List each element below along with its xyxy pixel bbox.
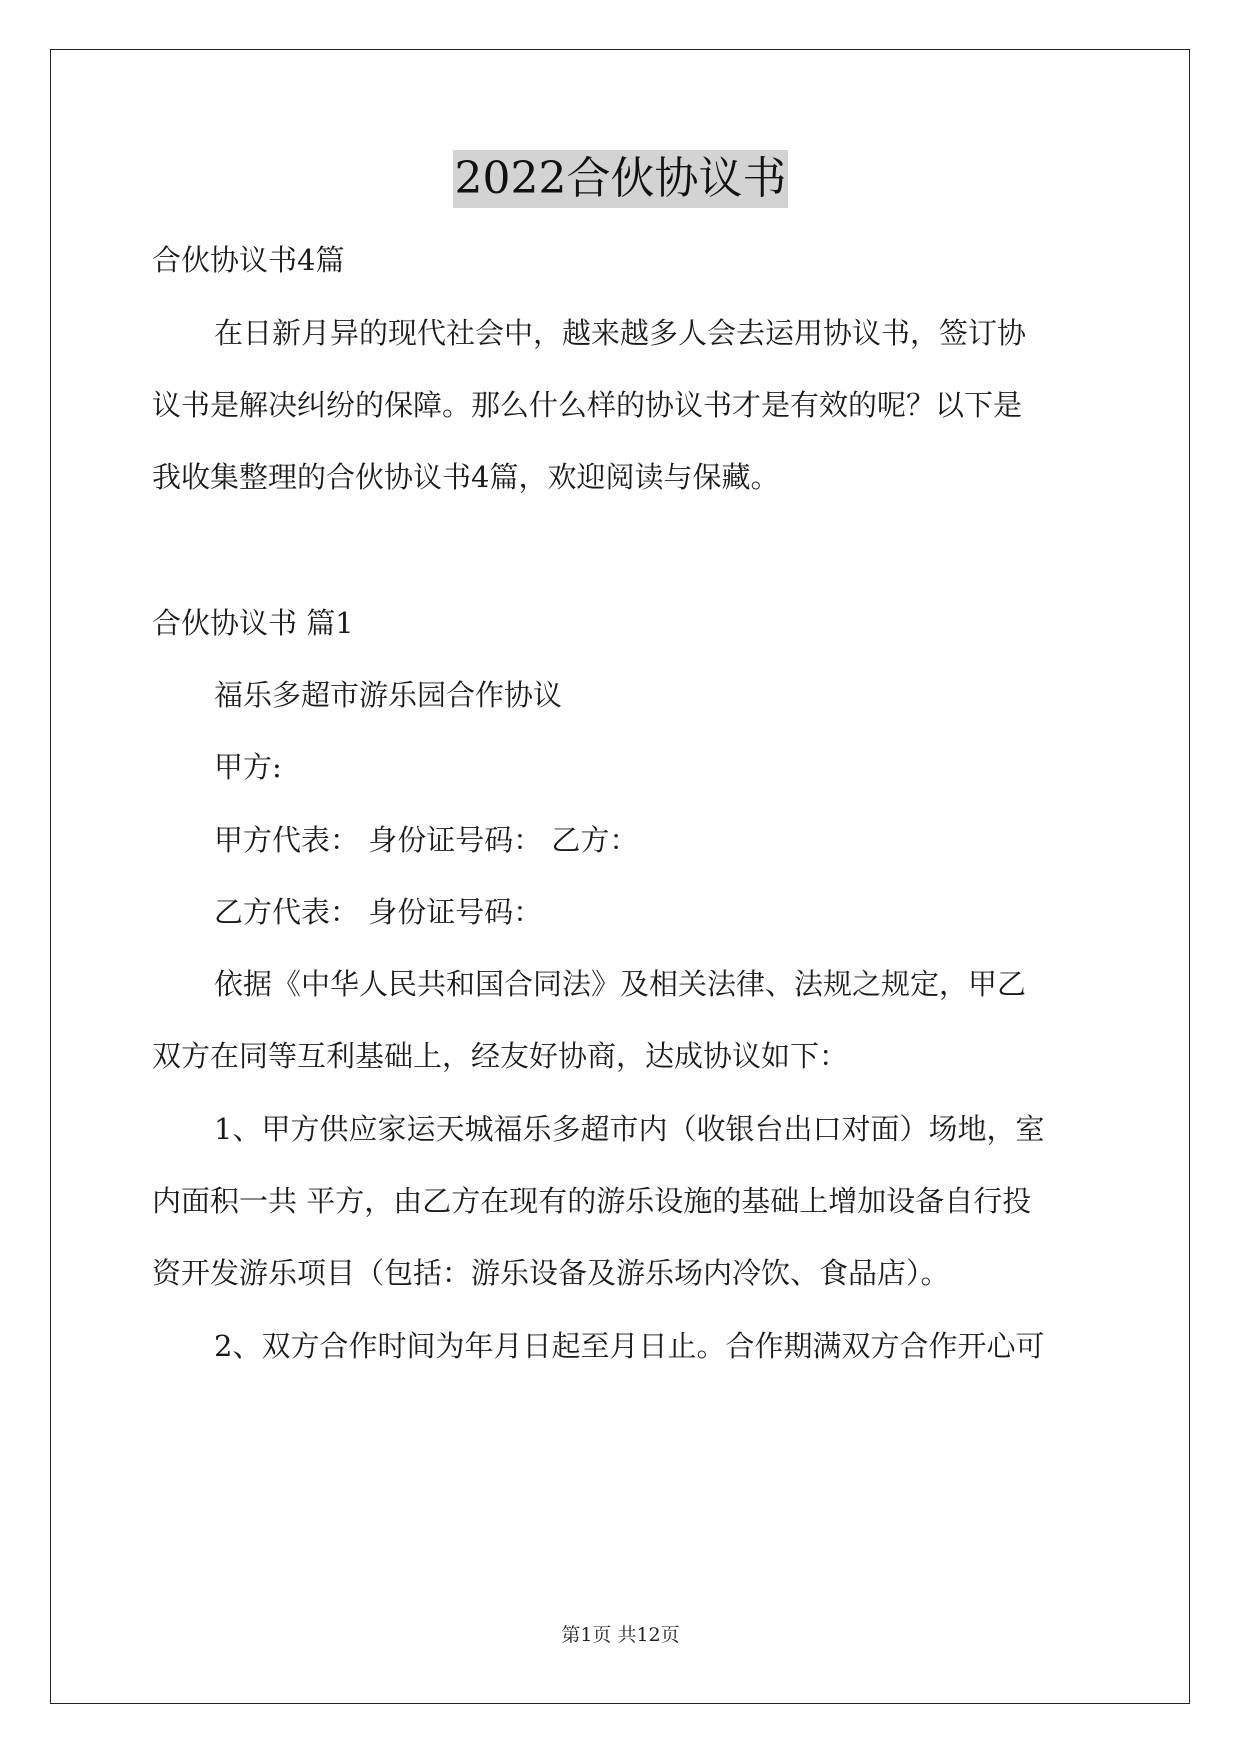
title-container <box>0 150 1241 208</box>
paragraph-line: 我收集整理的合伙协议书4篇，欢迎阅读与保藏。 <box>152 460 780 494</box>
agreement-title: 福乐多超市游乐园合作协议 <box>214 678 563 712</box>
clause-2-line: 2、双方合作时间为年月日起至月日止。合作期满双方合作开心可 <box>214 1329 1045 1363</box>
clause-1-line: 内面积一共 平方，由乙方在现有的游乐设施的基础上增加设备自行投 <box>152 1184 1032 1218</box>
clause-1-line: 资开发游乐项目（包括：游乐设备及游乐场内冷饮、食品店）。 <box>152 1256 950 1290</box>
page-border <box>50 49 1190 1704</box>
paragraph-line: 双方在同等互利基础上，经友好协商，达成协议如下： <box>152 1039 849 1073</box>
party-b-rep-line: 乙方代表： 身份证号码： <box>214 895 543 929</box>
paragraph-line: 依据《中华人民共和国合同法》及相关法律、法规之规定，甲乙 <box>214 967 1027 1001</box>
document-title: 2022合伙协议书 <box>453 150 789 208</box>
section-heading: 合伙协议书 篇1 <box>152 606 354 640</box>
party-a-line: 甲方: <box>214 750 282 784</box>
page-footer: 第1页 共12页 <box>561 1624 680 1646</box>
party-a-rep-line: 甲方代表： 身份证号码： 乙方： <box>214 823 639 857</box>
paragraph-line: 议书是解决纠纷的保障。那么什么样的协议书才是有效的呢？以下是 <box>152 388 1023 422</box>
subtitle-line: 合伙协议书4篇 <box>152 243 345 277</box>
paragraph-line: 在日新月异的现代社会中，越来越多人会去运用协议书，签订协 <box>214 316 1027 350</box>
clause-1-line: 1、甲方供应家运天城福乐多超市内（收银台出口对面）场地，室 <box>214 1112 1045 1146</box>
